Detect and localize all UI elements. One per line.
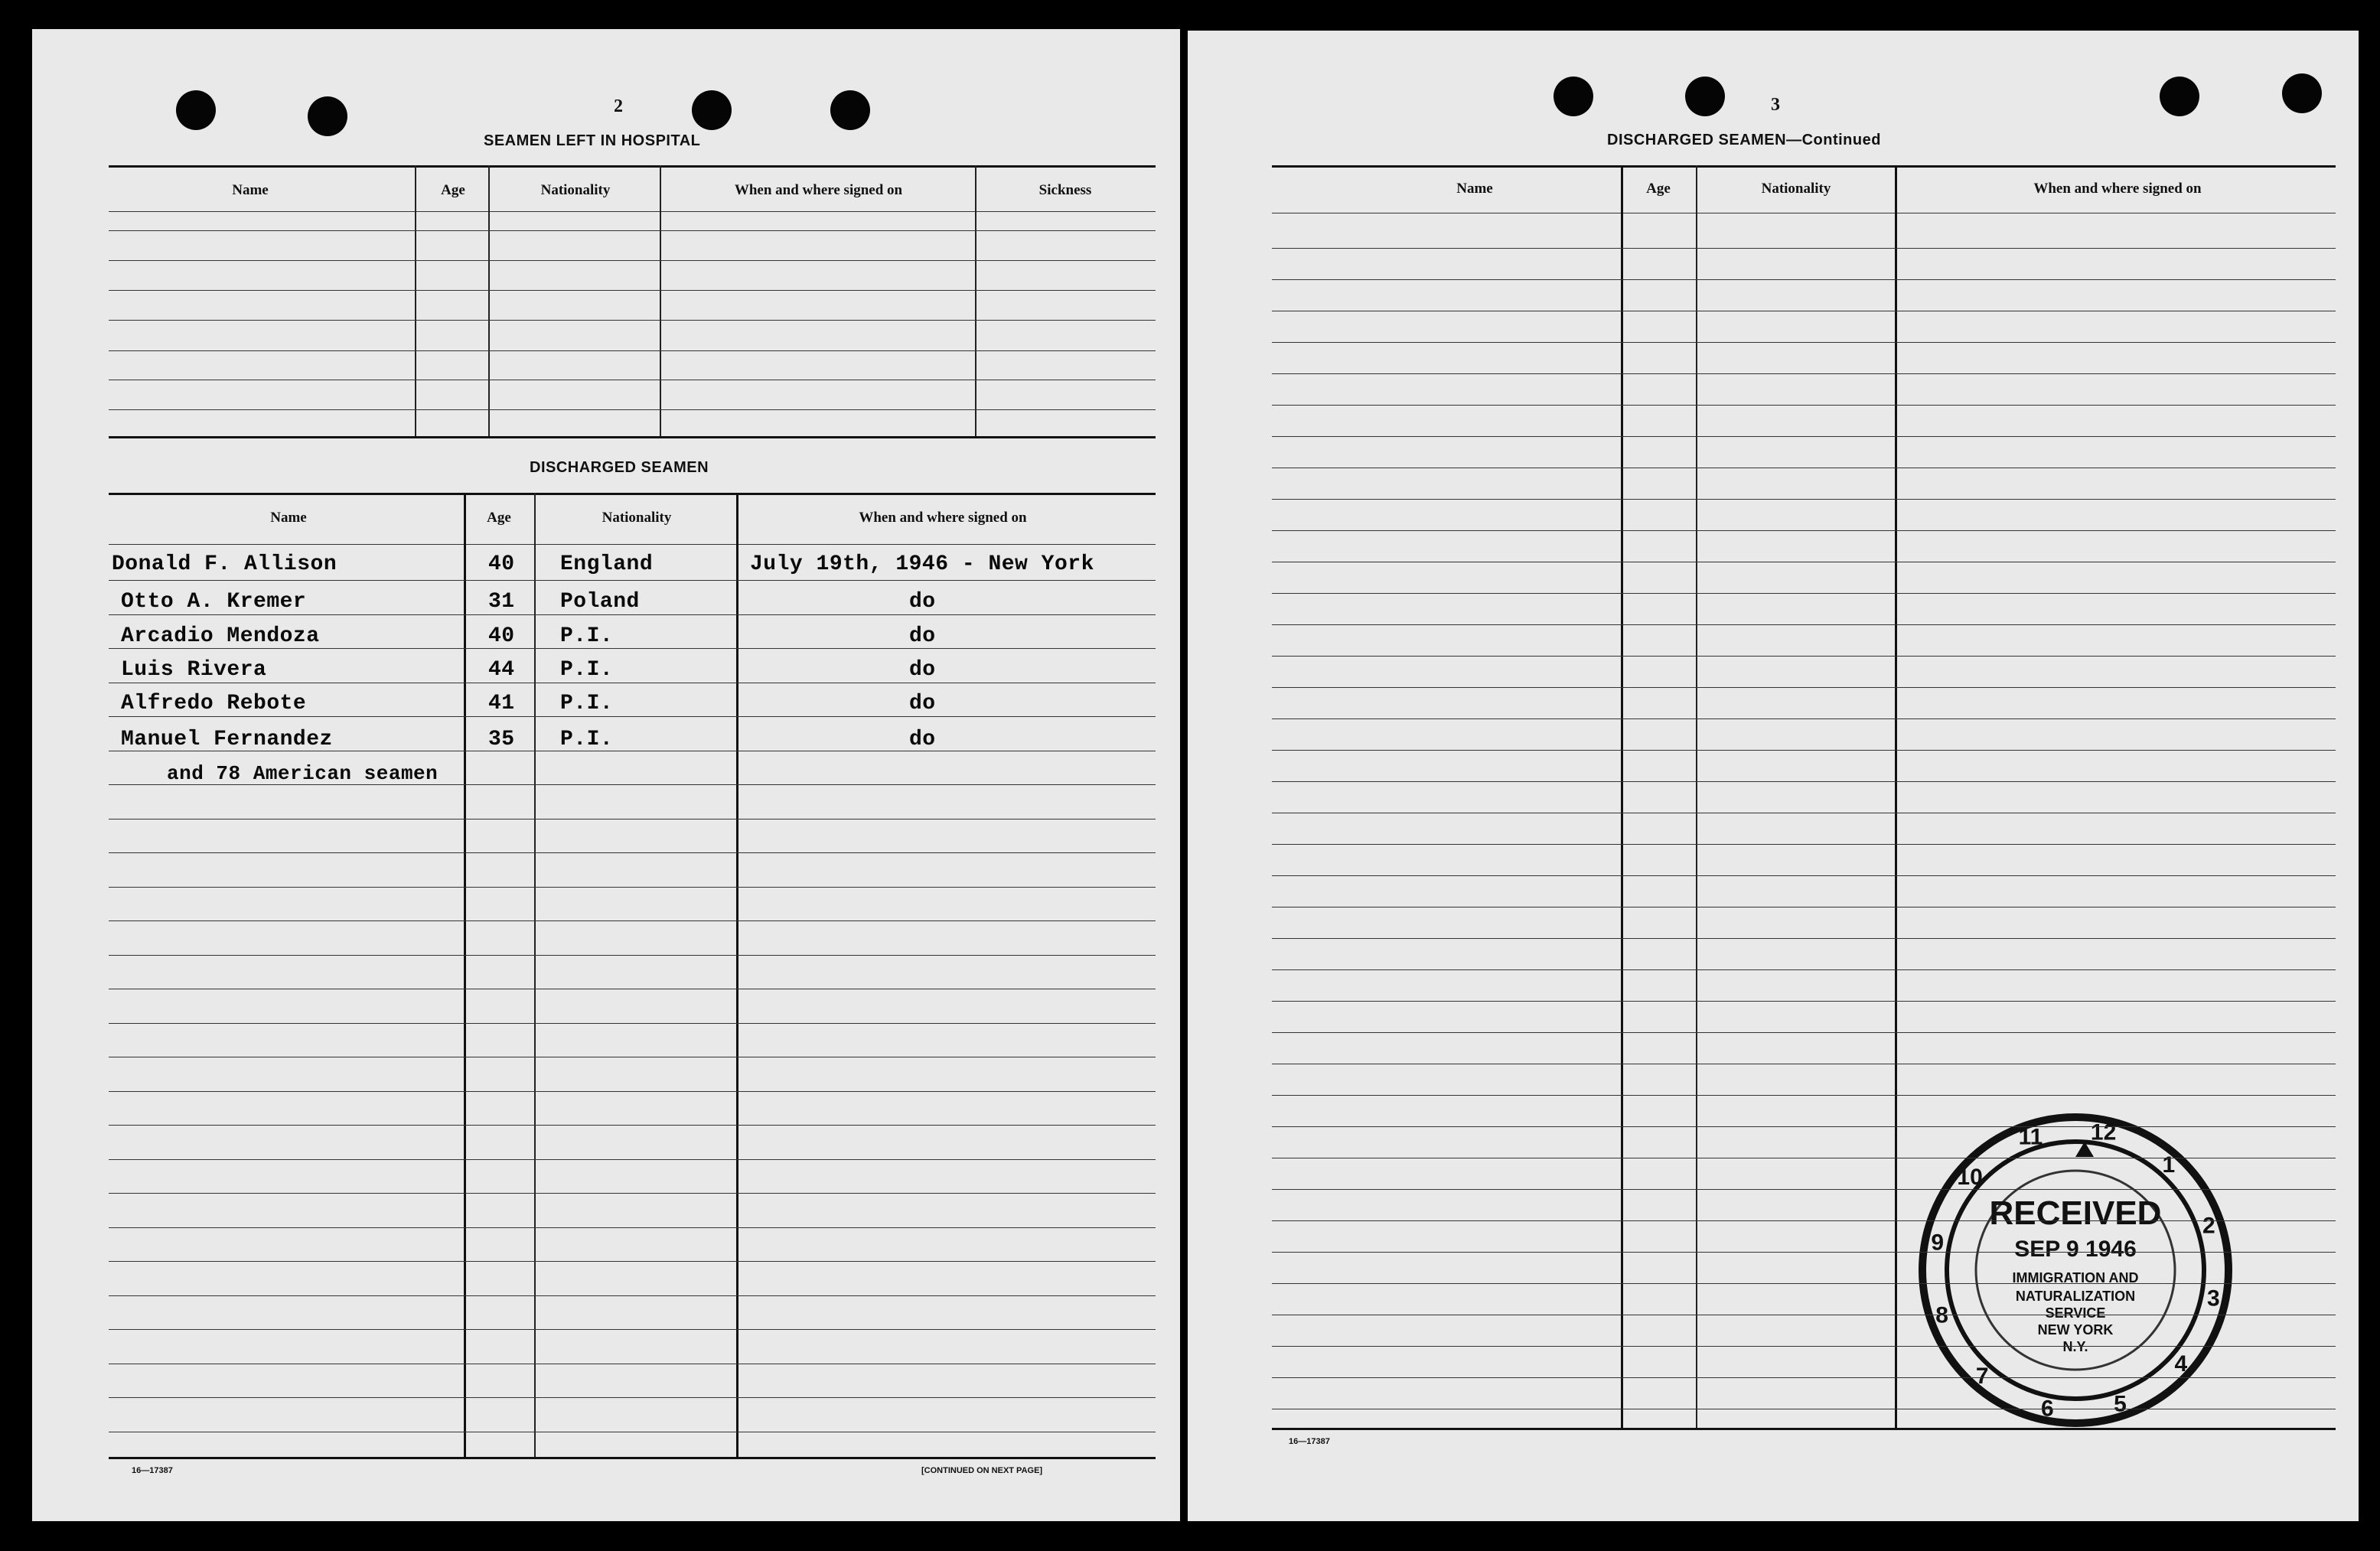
- seaman-age: 41: [488, 692, 515, 715]
- stamp-ring-number: 7: [1975, 1363, 1989, 1389]
- ruled-line: [1272, 593, 2336, 594]
- ruled-line: [1272, 1032, 2336, 1033]
- seaman-nationality: P.I.: [560, 692, 614, 715]
- seaman-age: 31: [488, 590, 515, 614]
- ruled-line: [109, 955, 1156, 956]
- col-header-name: Name: [232, 182, 269, 198]
- stamp-ring-number: 6: [2041, 1396, 2054, 1422]
- discharged-continued-title: DISCHARGED SEAMEN—Continued: [1607, 132, 1881, 148]
- col-header-nationality: Nationality: [602, 510, 672, 526]
- ruled-line: [1272, 969, 2336, 970]
- stamp-line: N.Y.: [2062, 1339, 2088, 1354]
- ruled-line: [1272, 624, 2336, 625]
- ruled-line: [109, 852, 1156, 853]
- ruled-line: [109, 1227, 1156, 1228]
- stamp-ring-number: 10: [1957, 1165, 1983, 1191]
- seaman-name: Arcadio Mendoza: [121, 624, 320, 648]
- hospital-section-title: SEAMEN LEFT IN HOSPITAL: [484, 132, 701, 149]
- stamp-ring-number: 8: [1935, 1302, 1948, 1328]
- punch-hole: [176, 90, 216, 130]
- ruled-line: [1272, 1252, 2336, 1253]
- punch-hole: [2282, 73, 2322, 113]
- punch-hole: [1554, 77, 1593, 116]
- page-number: 2: [614, 96, 623, 116]
- ruled-line: [1272, 656, 2336, 657]
- punch-hole: [830, 90, 870, 130]
- seaman-name: Donald F. Allison: [112, 552, 337, 576]
- col-header-name: Name: [270, 510, 307, 526]
- ruled-line: [1272, 1189, 2336, 1190]
- stamp-line: IMMIGRATION AND: [2012, 1270, 2139, 1285]
- stamp-ring-number: 4: [2174, 1351, 2188, 1377]
- seaman-nationality: England: [560, 552, 654, 576]
- ruled-line: [1272, 279, 2336, 280]
- col-header-name: Name: [1456, 181, 1493, 197]
- stamp-ring-number: 2: [2202, 1213, 2215, 1239]
- ruled-line: [109, 1397, 1156, 1398]
- ruled-line: [109, 1023, 1156, 1024]
- ruled-line: [109, 1125, 1156, 1126]
- stamp-ring-number: 1: [2162, 1152, 2176, 1178]
- col-header-sickness: Sickness: [1038, 182, 1092, 198]
- ruled-line: [109, 1193, 1156, 1194]
- ruled-line: [1272, 1377, 2336, 1378]
- continued-note: [CONTINUED ON NEXT PAGE]: [921, 1466, 1043, 1475]
- seaman-signed-on: do: [909, 692, 936, 715]
- seaman-nationality: Poland: [560, 590, 640, 614]
- ruled-line: [1272, 499, 2336, 500]
- stamp-ring-number: 11: [2018, 1124, 2043, 1150]
- col-header-nationality: Nationality: [540, 182, 611, 198]
- ruled-line: [1272, 436, 2336, 437]
- ruled-line: [109, 1329, 1156, 1330]
- col-header-age: Age: [1646, 181, 1671, 197]
- ruled-line: [109, 784, 1156, 785]
- ruled-line: [1272, 1001, 2336, 1002]
- ruled-line: [1272, 373, 2336, 374]
- stamp-date: SEP 9 1946: [2014, 1237, 2137, 1262]
- stamp-line: NATURALIZATION: [2015, 1289, 2136, 1304]
- stamp-ring-number: 12: [2090, 1119, 2117, 1145]
- page-number: 3: [1771, 95, 1780, 115]
- stamp-received-word: RECEIVED: [1989, 1194, 2162, 1232]
- ruled-line: [109, 648, 1156, 649]
- stamp-line: SERVICE: [2045, 1305, 2106, 1321]
- punch-hole: [692, 90, 732, 130]
- seaman-nationality: P.I.: [560, 658, 614, 682]
- ruled-line: [109, 1159, 1156, 1160]
- ruled-line: [109, 716, 1156, 717]
- ruled-line: [109, 887, 1156, 888]
- seaman-age: 35: [488, 728, 515, 751]
- ruled-line: [1272, 405, 2336, 406]
- seaman-name: Luis Rivera: [121, 658, 267, 682]
- ruled-line: [109, 580, 1156, 581]
- punch-hole: [1685, 77, 1725, 116]
- seaman-signed-on: do: [909, 728, 936, 751]
- seaman-age: 44: [488, 658, 515, 682]
- ruled-line: [1272, 1095, 2336, 1096]
- ruled-line: [1272, 938, 2336, 939]
- ruled-line: [1272, 1220, 2336, 1221]
- col-header-signed-on: When and where signed on: [2033, 181, 2202, 197]
- ruled-line: [1272, 248, 2336, 249]
- ruled-line: [1272, 718, 2336, 719]
- stamp-ring-number: 9: [1931, 1230, 1945, 1256]
- seaman-signed-on: July 19th, 1946 - New York: [750, 552, 1094, 576]
- seaman-name: Manuel Fernandez: [121, 728, 333, 751]
- form-number: 16—17387: [132, 1466, 173, 1475]
- stamp-line: NEW YORK: [2037, 1322, 2114, 1338]
- ruled-line: [109, 1295, 1156, 1296]
- american-seamen-note: and 78 American seamen: [167, 762, 439, 785]
- ruled-line: [1272, 750, 2336, 751]
- ruled-line: [1272, 844, 2336, 845]
- seaman-signed-on: do: [909, 590, 936, 614]
- seaman-signed-on: do: [909, 658, 936, 682]
- punch-hole: [2160, 77, 2199, 116]
- col-header-signed-on: When and where signed on: [859, 510, 1027, 526]
- punch-hole: [308, 96, 347, 136]
- stamp-ring-number: 3: [2206, 1285, 2220, 1312]
- seaman-age: 40: [488, 552, 515, 576]
- ruled-line: [1272, 781, 2336, 782]
- seaman-signed-on: do: [909, 624, 936, 648]
- ruled-line: [1272, 530, 2336, 531]
- col-header-age: Age: [441, 182, 465, 198]
- ruled-line: [109, 1261, 1156, 1262]
- seaman-nationality: P.I.: [560, 728, 614, 751]
- col-header-nationality: Nationality: [1761, 181, 1831, 197]
- ruled-line: [1272, 875, 2336, 876]
- ruled-line: [1272, 687, 2336, 688]
- ruled-line: [1272, 1346, 2336, 1347]
- stamp-ring-number: 5: [2114, 1391, 2127, 1417]
- ruled-line: [109, 614, 1156, 615]
- ruled-line: [1272, 1126, 2336, 1127]
- col-header-signed-on: When and where signed on: [734, 182, 903, 198]
- seaman-name: Alfredo Rebote: [121, 692, 307, 715]
- ruled-line: [109, 920, 1156, 921]
- ruled-line: [109, 1091, 1156, 1092]
- right-page: [1188, 31, 2359, 1521]
- col-header-age: Age: [487, 510, 511, 526]
- seaman-name: Otto A. Kremer: [121, 590, 307, 614]
- seaman-age: 40: [488, 624, 515, 648]
- ruled-line: [1272, 342, 2336, 343]
- discharged-section-title: DISCHARGED SEAMEN: [530, 459, 709, 476]
- ruled-line: [1272, 1283, 2336, 1284]
- left-page: [32, 29, 1180, 1521]
- form-number: 16—17387: [1289, 1437, 1330, 1446]
- seaman-nationality: P.I.: [560, 624, 614, 648]
